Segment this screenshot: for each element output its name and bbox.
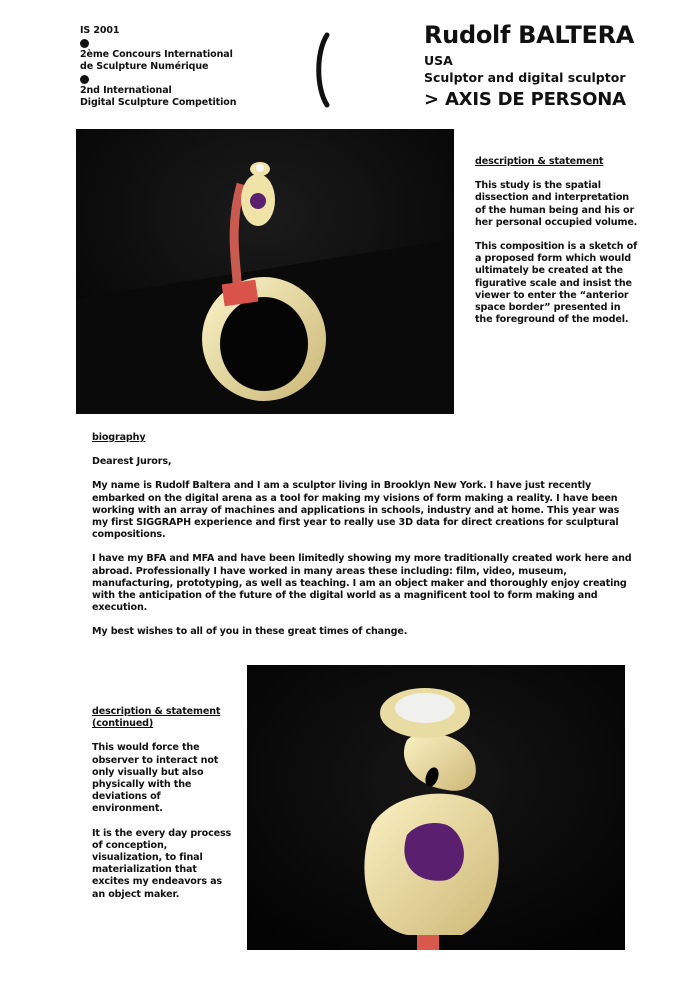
biography-closing: My best wishes to all of you in these great times of change. xyxy=(92,626,408,638)
biography-section xyxy=(92,432,632,639)
work-title: > AXIS DE PERSONA xyxy=(424,89,626,110)
biography-paragraph: My name is Rudolf Baltera and I am a sculptor living in Brooklyn New York. I have just recently embarked on the digital arena as a tool for making my visions of form making a reality. I have been working with an array of machines and applications in schools, industry and at home. This year was my first SIGGRAPH experience and first year to really use 3D data for direct creations for sculptural compositions. xyxy=(92,480,620,541)
statement-continued-paragraph: This would force the observer to interact not only visually but also physically with the deviations of environment. xyxy=(92,742,219,815)
event-fr-line2: de Sculpture Numérique xyxy=(80,61,209,72)
bullet-icon xyxy=(80,39,89,48)
artist-country: USA xyxy=(424,53,453,68)
bullet-icon xyxy=(80,75,89,84)
statement-paragraph: This study is the spatial dissection and interpretation of the human being and his or her personal occupied volume. xyxy=(475,180,638,228)
event-en-line1: 2nd International xyxy=(80,84,172,96)
artist-profession: Sculptor and digital sculptor xyxy=(424,70,626,85)
biography-paragraph: I have my BFA and MFA and have been limitedly showing my more traditionally created work here and abroad. Professionally I have worked in many areas these including: film, video, museum, manufacturing, prototyping, as well as teaching. I am an object maker and thoroughly enjoy creating with the anticipation of the future of the digital world as a magnificent tool to form making and execution. xyxy=(92,553,632,614)
statement-continued-heading-sub: (continued) xyxy=(92,718,154,730)
event-en-line2: Digital Sculpture Competition xyxy=(80,97,237,108)
parenthesis-mark xyxy=(312,32,332,108)
statement-continued-paragraph: It is the every day process of conception, visualization, to final materialization that excites my endeavors as an object maker. xyxy=(92,827,232,900)
statement-section xyxy=(475,156,640,326)
artist-name: Rudolf BALTERA xyxy=(424,21,635,49)
biography-heading: biography xyxy=(92,432,146,443)
statement-paragraph: This composition is a sketch of a proposed form which would ultimately be created at the figurative scale and insist the viewer to enter the “anterior space border” presented in the foreground of the model. xyxy=(475,241,638,326)
event-fr-line1: 2ème Concours International xyxy=(80,48,233,60)
biography-salutation: Dearest Jurors, xyxy=(92,456,172,468)
sculpture-photo-full xyxy=(76,129,454,414)
statement-continued-section xyxy=(92,706,232,901)
statement-heading: description & statement xyxy=(475,156,604,167)
sculpture-photo-closeup xyxy=(247,665,625,950)
artist-meta xyxy=(424,52,625,86)
event-code: IS 2001 xyxy=(80,25,120,36)
statement-continued-heading: description & statement xyxy=(92,706,221,717)
event-info xyxy=(80,25,280,110)
